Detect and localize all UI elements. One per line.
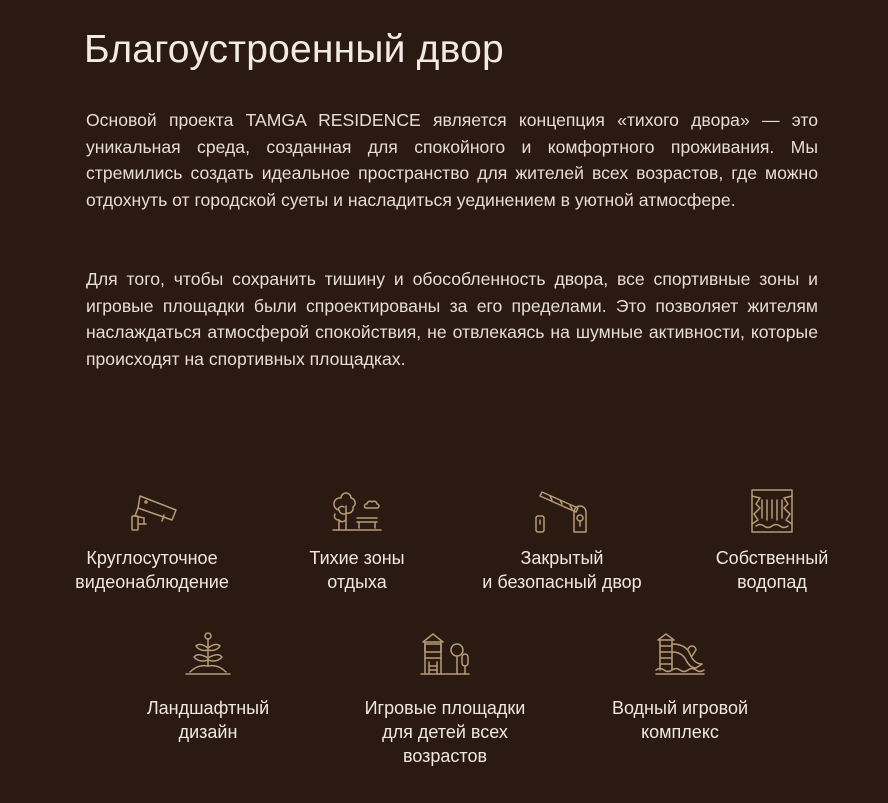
feature-label: водопад xyxy=(737,572,807,592)
barrier-gate-icon xyxy=(530,488,594,534)
feature-label: и безопасный двор xyxy=(482,572,642,592)
feature-label: видеонаблюдение xyxy=(75,572,229,592)
feature-water-play xyxy=(590,630,770,744)
feature-waterfall xyxy=(677,488,867,594)
feature-closed-yard xyxy=(462,488,662,594)
feature-label: для детей всех xyxy=(382,722,508,742)
cctv-camera-icon xyxy=(124,488,180,534)
feature-label: Водный игровой xyxy=(611,698,749,718)
secondary-paragraph: Для того, чтобы сохранить тишину и обособленность двора, все спортивные зоны и игровые площадки были спроектированы за его пределами. Это позволяет жителям наслаждаться атмосферой спокойствия, не отвлекаясь на шумные активности, которые происходят на спортивных площадках. xyxy=(86,269,818,370)
park-bench-trees-icon xyxy=(329,488,385,534)
water-slide-icon xyxy=(652,630,708,678)
feature-label: комплекс xyxy=(641,722,719,742)
feature-label: Игровые площадки xyxy=(364,698,526,718)
feature-quiet-zones xyxy=(267,488,447,594)
feature-label: возрастов xyxy=(402,746,488,766)
plant-sprout-icon xyxy=(180,630,236,678)
feature-label: Закрытый xyxy=(520,548,604,568)
feature-label: Ландшафтный xyxy=(146,698,270,718)
page-title: Благоустроенный двор xyxy=(84,28,504,71)
feature-label: дизайн xyxy=(178,722,238,742)
feature-playgrounds xyxy=(335,630,555,768)
intro-paragraph: Основой проекта TAMGA RESIDENCE является концепция «тихого двора» — это уникальная среда, созданная для спокойного и комфортного проживания. Мы стремились создать идеальное пространство для жителей всех возрастов, где можно отдохнуть от городской суеты и насладиться уединением в уютной атмосфере. xyxy=(86,110,818,211)
waterfall-icon xyxy=(744,488,800,534)
feature-landscape-design xyxy=(118,630,298,744)
feature-label: отдыха xyxy=(327,572,387,592)
feature-label: Собственный xyxy=(715,548,829,568)
playground-icon xyxy=(417,630,473,678)
feature-cctv xyxy=(52,488,252,594)
feature-label: Тихие зоны xyxy=(309,548,405,568)
feature-label: Круглосуточное xyxy=(86,548,218,568)
